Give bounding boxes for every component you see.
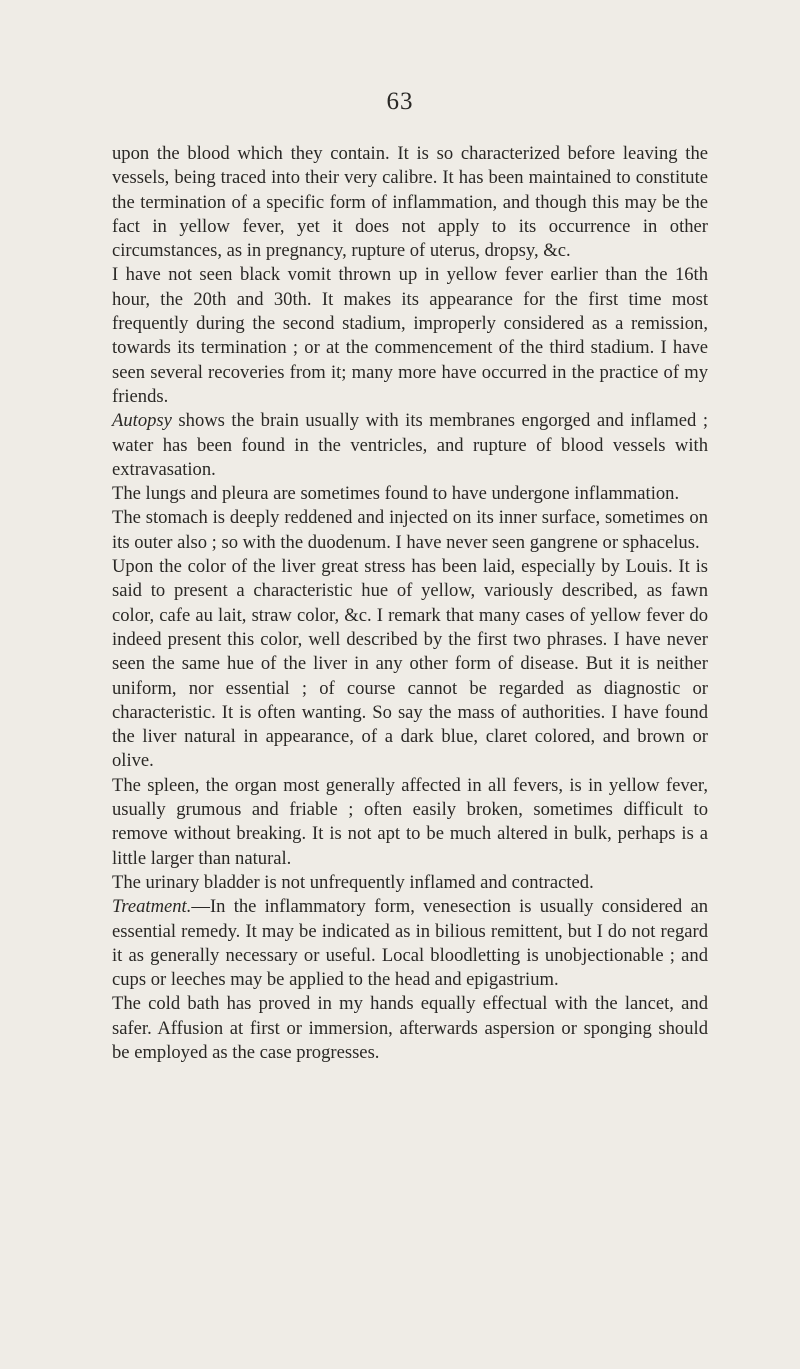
paragraph <box>112 555 708 774</box>
paragraph-text: The lungs and pleura are sometimes found to have undergone inflammation. <box>112 483 680 505</box>
paragraph-lead: Treatment. <box>112 896 192 918</box>
paragraph <box>112 895 708 992</box>
paragraph <box>112 482 708 506</box>
paragraph <box>112 774 708 871</box>
paragraph-text: —In the inflammatory form, venesection is usually considered an essential remedy. It may be indicated as in bilious remittent, but I do not regard it as generally necessary or useful. Local bloodletting is unobjectionable ; and cups or leeches may be applied to the head and epigastrium. <box>112 896 708 991</box>
paragraph-text: The stomach is deeply reddened and injected on its inner surface, sometimes on its outer also ; so with the duodenum. I have never seen gangrene or sphacelus. <box>112 507 708 553</box>
paragraph-text: The spleen, the organ most generally affected in all fevers, is in yellow fever, usually grumous and friable ; often easily broken, sometimes difficult to remove without breaking. It is not apt to be much altered in bulk, perhaps is a little larger than natural. <box>112 774 708 869</box>
paragraph-text: The urinary bladder is not unfrequently inflamed and contracted. <box>112 871 594 893</box>
paragraph <box>112 263 708 409</box>
paragraph-text: I have not seen black vomit thrown up in yellow fever earlier than the 16th hour, the 20th and 30th. It makes its appearance for the first time most frequently during the second stadium, improperly considered as a remission, towards its termination ; or at the commencement of the third stadium. I have seen several recoveries from it; many more have occurred in the practice of my friends. <box>112 264 708 407</box>
body-text <box>112 142 708 1065</box>
paragraph <box>112 871 708 895</box>
page-number: 63 <box>386 88 414 115</box>
paragraph <box>112 992 708 1065</box>
paragraph-lead: Autopsy <box>112 410 172 432</box>
paragraph <box>112 409 708 482</box>
paragraph <box>112 142 708 263</box>
paragraph-text: The cold bath has proved in my hands equally effectual with the lancet, and safer. Affusion at first or immersion, afterwards aspersion or sponging should be employed as the case progresses. <box>112 993 708 1063</box>
paragraph-text: upon the blood which they contain. It is so characterized before leaving the vessels, being traced into their very calibre. It has been maintained to constitute the termination of a specific form of inflammation, and though this may be the fact in yellow fever, yet it does not apply to its occurrence in other circumstances, as in pregnancy, rupture of uterus, dropsy, &c. <box>112 143 708 262</box>
paragraph <box>112 506 708 555</box>
paragraph-text: Upon the color of the liver great stress has been laid, especially by Louis. It is said to present a characteristic hue of yellow, variously described, as fawn color, cafe au lait, straw color, &c. I remark that many cases of yellow fever do indeed present this color, well described by the first two phrases. I have never seen the same hue of the liver in any other form of disease. But it is neither uniform, nor essential ; of course cannot be regarded as diagnostic or characteristic. It is often wanting. So say the mass of authorities. I have found the liver natural in appearance, of a dark blue, claret colored, and brown or olive. <box>112 556 708 772</box>
paragraph-text: shows the brain usually with its membranes engorged and inflamed ; water has been found in the ventricles, and rupture of blood vessels with extravasation. <box>112 410 708 480</box>
